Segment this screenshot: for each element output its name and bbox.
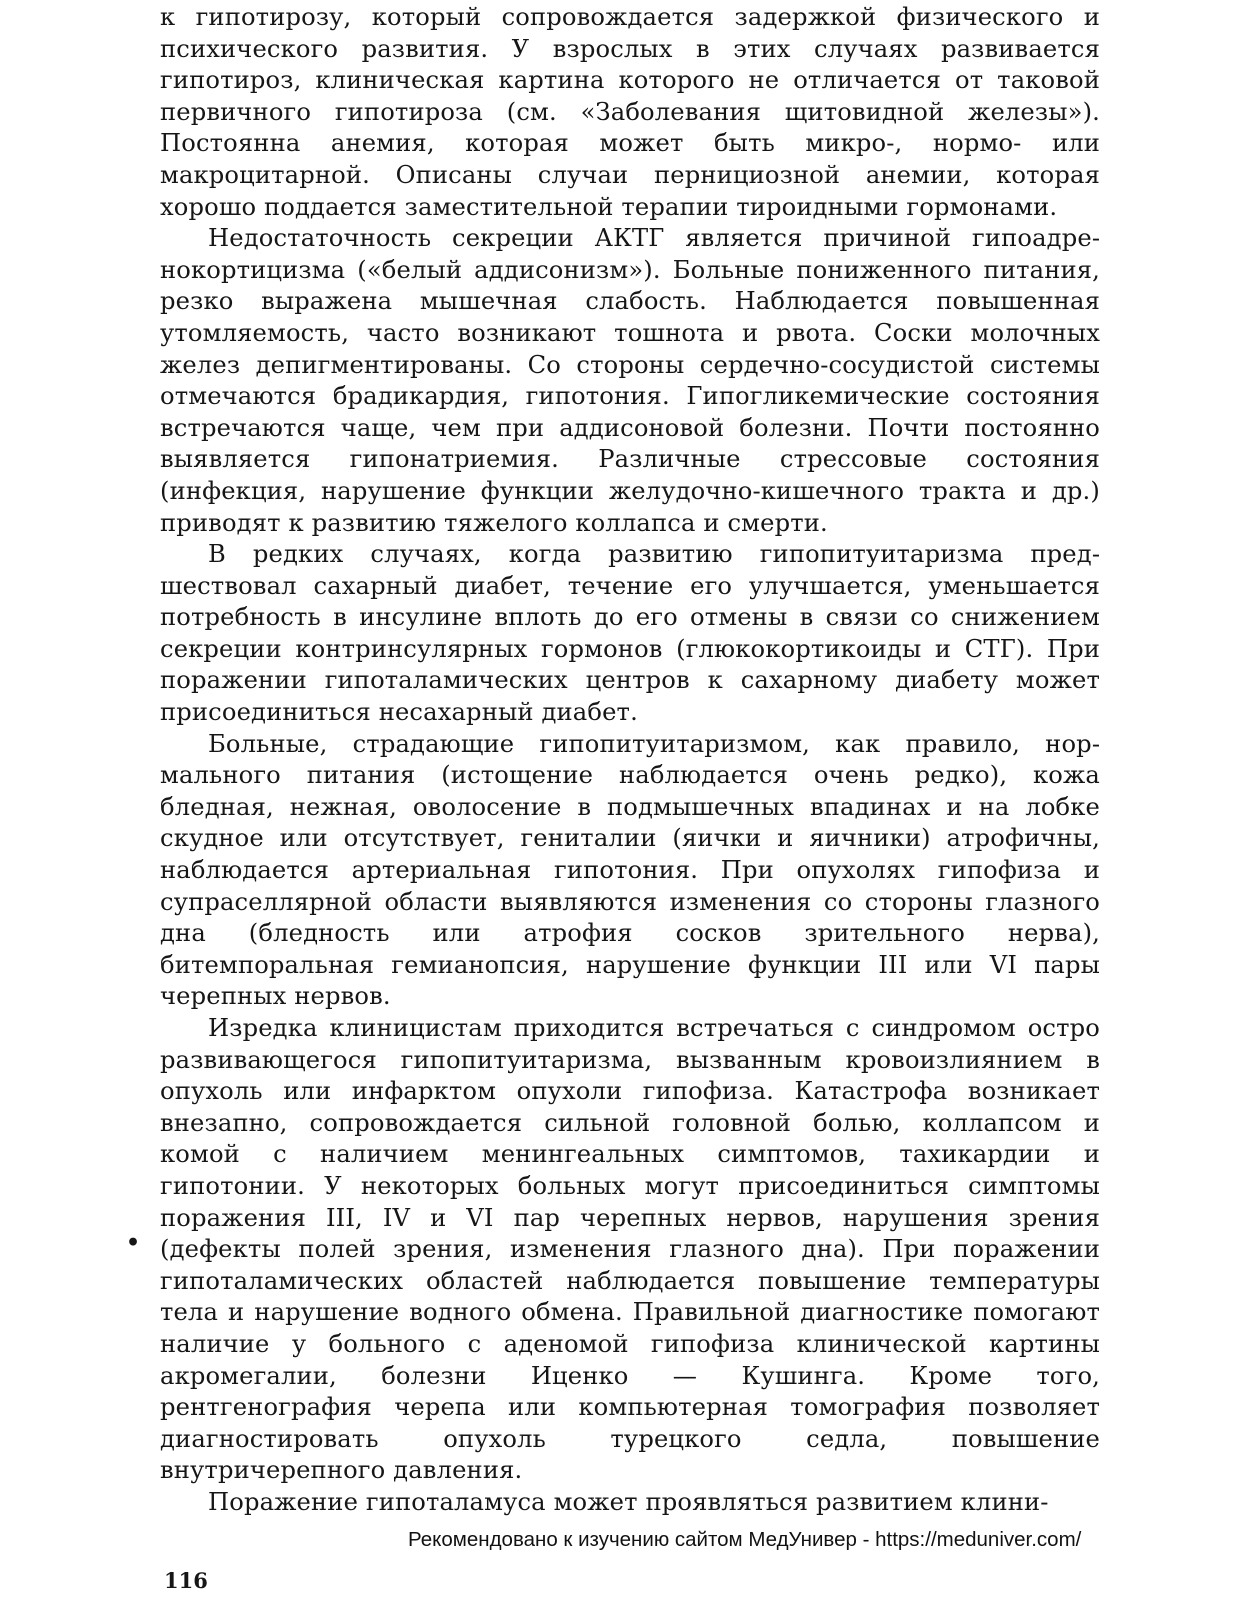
margin-mark: •: [126, 1230, 141, 1256]
page-number: 116: [164, 1568, 208, 1593]
paragraph-acute-hypopituitarism: Изредка клиницистам приходится встречаться с синдромом остро развивающегося гипопитуитаризма, вызванным кровоизлиянием в опухоль или инфарктом опухоли гипофиза. Катастрофа возникает внезапно, сопровождается сильной головной болью, коллапсом и комой с наличием менингеальных симптомов, тахикардии и гипотонии. У некоторых больных могут присоединиться симптомы поражения III, IV и VI пар черепных нервов, нарушения зрения (дефекты полей зрения, изменения глазного дна). При поражении гипоталамических областей наблюдается повышение температуры тела и нарушение водного обмена. Правильной диагностике помогают наличие у больного с аденомой гипофиза клинической картины акромегалии, болезни Иценко — Кушинга. Кроме того, рентгенография черепа или компьютерная томография позволяет диагностировать опухоль турецкого седла, повышение внутричерепного давления.: [160, 1014, 1100, 1485]
paragraph-hypothyroidism: к гипотирозу, который сопровождается задержкой физического и психического развития. У взрослых в этих случаях развивается гипотироз, клиническая картина которого не отличается от таковой первичного гипотироза (см. «Заболевания щитовидной железы»). Постоянна анемия, которая может быть микро-, нормо- или макроцитарной. Описаны случаи пернициозной анемии, которая хорошо поддается заместительной терапии тироидными гормонами.: [160, 3, 1100, 221]
page-body-text: [160, 2, 1100, 1519]
watermark-text: Рекомендовано к изучению сайтом МедУнивер - https://meduniver.com/: [408, 1528, 1082, 1551]
paragraph-patient-appearance: Больные, страдающие гипопитуитаризмом, как правило, нормального питания (истощение наблюдается очень редко), кожа бледная, нежная, оволосение в подмышечных впадинах и на лобке скудное или отсутствует, гениталии (яички и яичники) атрофичны, наблюдается артериальная гипотония. При опухолях гипофиза и супраселлярной области выявляются изменения со стороны глазного дна (бледность или атрофия сосков зрительного нерва), битемпоральная гемианопсия, нарушение функции III или VI пары черепных нервов.: [160, 729, 1100, 1011]
paragraph-actg-insufficiency: Недостаточность секреции АКТГ является причиной гипоадренокортицизма («белый аддисонизм»). Больные пониженного питания, резко выражена мышечная слабость. Наблюдается повышенная утомляемость, часто возникают тошнота и рвота. Соски молочных желез депигментированы. Со стороны сердечно-сосудистой системы отмечаются брадикардия, гипотония. Гипогликемические состояния встречаются чаще, чем при аддисоновой болезни. Почти постоянно выявляется гипонатриемия. Различные стрессовые состояния (инфекция, нарушение функции желудочно-кишечного тракта и др.) приводят к развитию тяжелого коллапса и смерти.: [160, 224, 1100, 537]
paragraph-hypothalamus: Поражение гипоталамуса может проявляться развитием клини-: [208, 1487, 1049, 1516]
paragraph-diabetes: В редких случаях, когда развитию гипопитуитаризма предшествовал сахарный диабет, течение его улучшается, уменьшается потребность в инсулине вплоть до его отмены в связи со снижением секреции контринсулярных гормонов (глюкокортикоиды и СТГ). При поражении гипоталамических центров к сахарному диабету может присоединиться несахарный диабет.: [160, 540, 1100, 727]
